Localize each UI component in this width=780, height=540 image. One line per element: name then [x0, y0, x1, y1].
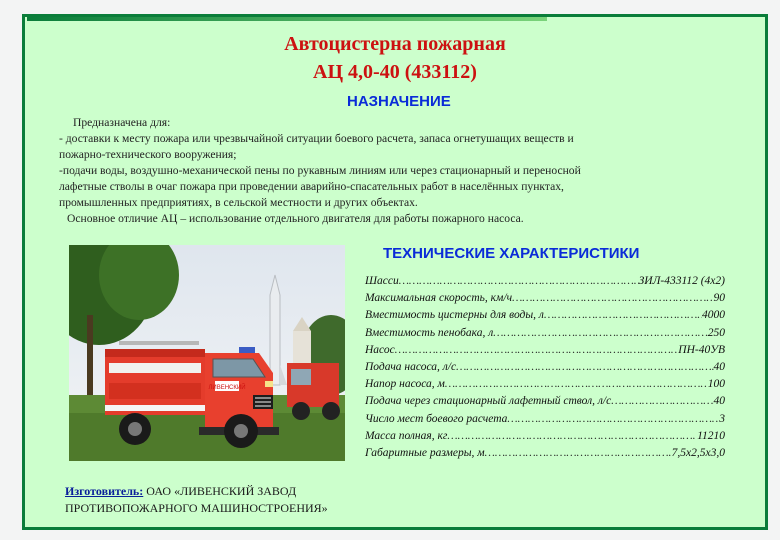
spec-label: Число мест боевого расчета: [365, 412, 508, 425]
fire-truck-photo: [69, 245, 345, 461]
spec-row: [365, 376, 725, 393]
slide-panel: [22, 14, 768, 530]
spec-row: [365, 359, 725, 376]
spec-row: [365, 273, 725, 290]
spec-label: Максимальная скорость, км/ч: [365, 292, 513, 305]
spec-row: [365, 290, 725, 307]
spec-row: [365, 325, 725, 342]
manufacturer-block: [65, 483, 328, 517]
purpose-text: [59, 115, 749, 227]
purpose-line: лафетные стволы в очаг пожара при проведении аварийно-спасательных работ в населённых пунктах,: [59, 180, 564, 193]
spec-label: Насос: [365, 343, 395, 356]
purpose-line: пожарно-технического вооружения;: [59, 148, 237, 161]
spec-value: 250: [707, 326, 725, 339]
spec-label: Габаритные размеры, м: [365, 447, 485, 460]
spec-value: 40: [713, 395, 725, 408]
purpose-line: Предназначена для:: [73, 116, 171, 129]
spec-label: Подача насоса, л/с: [365, 361, 457, 374]
title-line-2: АЦ 4,0-40 (433112): [313, 61, 477, 83]
spec-row: [365, 307, 725, 324]
spec-label: Подача через стационарный лафетный ствол, л/с: [365, 395, 612, 408]
spec-row: [365, 411, 725, 428]
purpose-heading: НАЗНАЧЕНИЕ: [347, 93, 451, 110]
truck-door-text: ЛИВЕНСКИЙ: [208, 385, 246, 391]
manufacturer-name-line-1: ОАО «ЛИВЕНСКИЙ ЗАВОД: [146, 484, 297, 498]
title-line-1: Автоцистерна пожарная: [284, 33, 506, 55]
spec-value: ЗИЛ-433112 (4х2): [638, 275, 725, 287]
spec-value: 11210: [697, 429, 725, 442]
spec-label: Вместимость цистерны для воды, л: [365, 309, 544, 322]
manufacturer-label: Изготовитель:: [65, 484, 144, 498]
purpose-line: - доставки к месту пожара или чрезвычайной ситуации боевого расчета, запаса огнетушащих веществ и: [59, 132, 574, 145]
spec-row: [365, 342, 725, 359]
spec-value: 3: [719, 412, 725, 425]
spec-row: [365, 393, 725, 410]
purpose-line: -подачи воды, воздушно-механической пены по рукавным линиям или через стационарный и переносной: [59, 164, 581, 177]
spec-value: 100: [707, 378, 725, 391]
specs-list: [365, 273, 725, 462]
specs-heading: ТЕХНИЧЕСКИЕ ХАРАКТЕРИСТИКИ: [383, 245, 640, 262]
spec-value: 90: [713, 292, 725, 305]
spec-value: ПН-40УВ: [678, 343, 725, 356]
spec-value: 7,5х2,5х3,0: [671, 447, 725, 460]
manufacturer-name-line-2: ПРОТИВОПОЖАРНОГО МАШИНОСТРОЕНИЯ»: [65, 501, 328, 515]
purpose-line: промышленных предприятиях, в сельской местности и других объектах.: [59, 196, 418, 209]
spec-label: Шасси: [365, 275, 399, 287]
top-accent-line: [27, 17, 547, 21]
spec-value: 40: [713, 361, 725, 374]
purpose-line: Основное отличие АЦ – использование отдельного двигателя для работы пожарного насоса.: [67, 212, 524, 225]
spec-row: [365, 445, 725, 462]
spec-value: 4000: [702, 309, 725, 322]
spec-row: [365, 428, 725, 445]
fire-truck-illustration: [69, 245, 345, 461]
spec-label: Вместимость пенобака, л: [365, 326, 494, 339]
spec-label: Масса полная, кг: [365, 429, 448, 442]
spec-label: Напор насоса, м: [365, 378, 445, 391]
